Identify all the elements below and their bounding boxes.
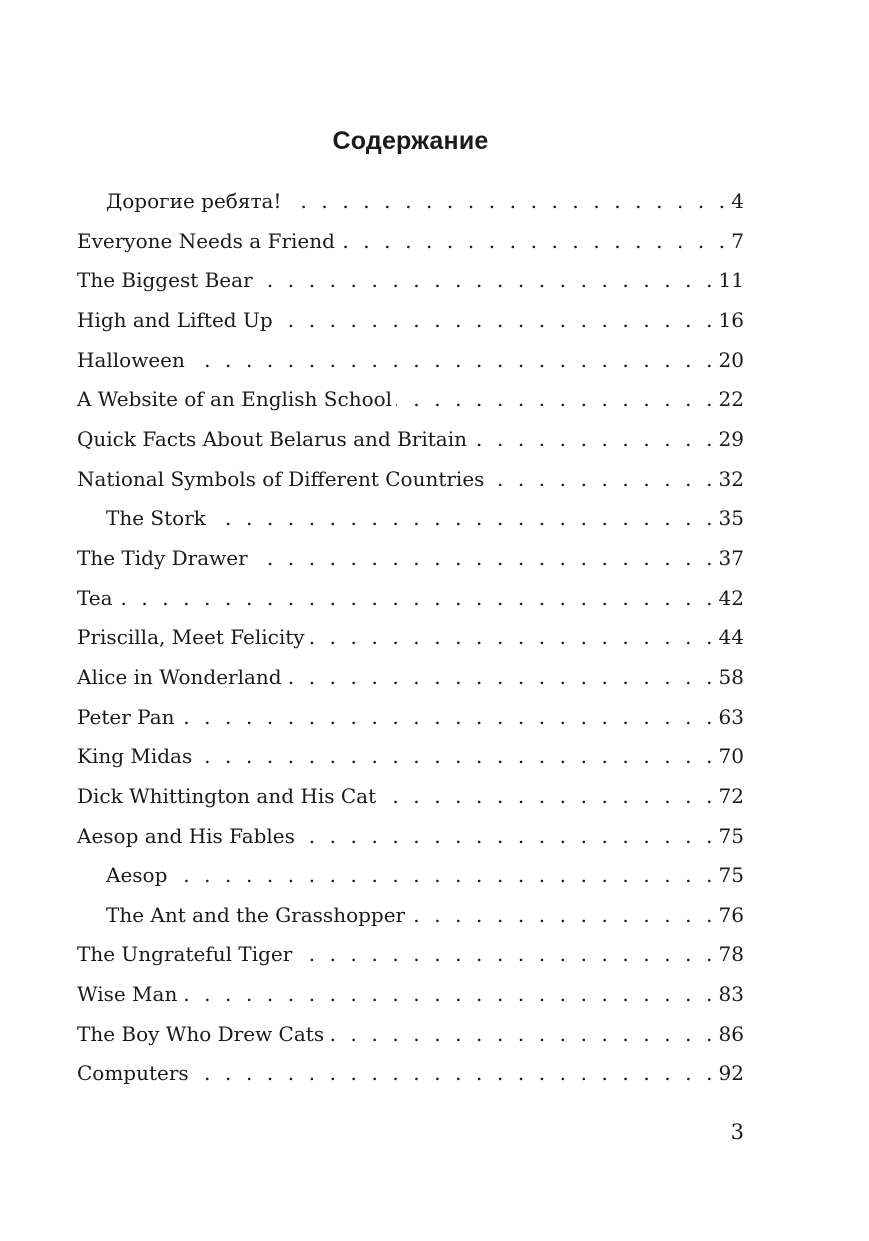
toc-entry-title: Priscilla, Meet Felicity bbox=[77, 625, 305, 650]
toc-entry-page: 44 bbox=[718, 625, 744, 650]
toc-entry-page: 4 bbox=[731, 189, 744, 213]
toc-entry-page: 35 bbox=[718, 506, 744, 531]
toc-entry-title: The Biggest Bear bbox=[77, 268, 253, 293]
toc-entry-page: 58 bbox=[718, 664, 744, 689]
dot-leader bbox=[471, 420, 717, 460]
dot-leader bbox=[409, 896, 716, 936]
dot-leader bbox=[328, 1015, 716, 1055]
toc-entry bbox=[77, 618, 744, 658]
toc-entry-page: 83 bbox=[718, 982, 744, 1007]
toc-entry-page: 29 bbox=[718, 426, 744, 451]
toc-entry-title: The Tidy Drawer bbox=[77, 545, 248, 570]
dot-leader bbox=[257, 261, 717, 301]
toc-entry-page: 37 bbox=[718, 545, 744, 570]
toc-entry-title: The Boy Who Drew Cats bbox=[77, 1021, 325, 1046]
toc-entry bbox=[77, 1015, 744, 1055]
dot-leader bbox=[380, 777, 716, 817]
toc-entry-page: 16 bbox=[718, 307, 744, 332]
toc-entry-title: National Symbols of Different Countries bbox=[77, 466, 485, 491]
toc-entry bbox=[77, 261, 744, 301]
toc-entry-title: Peter Pan bbox=[77, 704, 175, 729]
toc-entry-title: Wise Man bbox=[77, 982, 178, 1007]
toc-entry-page: 75 bbox=[718, 823, 744, 848]
toc-entry-page: 63 bbox=[718, 704, 744, 729]
toc-entry bbox=[77, 1054, 744, 1094]
toc-entry bbox=[77, 658, 744, 698]
toc-entry-title: Aesop bbox=[106, 863, 168, 888]
toc-entry-title: Дорогие ребята! bbox=[106, 189, 282, 213]
toc-entry-page: 70 bbox=[718, 744, 744, 769]
toc-entry bbox=[77, 380, 744, 420]
toc-entry bbox=[77, 975, 744, 1015]
toc-entry bbox=[77, 737, 744, 777]
toc-entry-title: King Midas bbox=[77, 744, 193, 769]
dot-leader bbox=[339, 222, 729, 262]
toc-entry-title: Computers bbox=[77, 1061, 189, 1086]
toc-entry bbox=[77, 499, 744, 539]
toc-entry-title: Dick Whittington and His Cat bbox=[77, 783, 377, 808]
toc-entry bbox=[77, 579, 744, 619]
dot-leader bbox=[488, 460, 716, 500]
toc-entry-page: 42 bbox=[718, 585, 744, 610]
toc-entry bbox=[77, 539, 744, 579]
toc-entry-page: 75 bbox=[718, 863, 744, 888]
dot-leader bbox=[171, 856, 716, 896]
dot-leader bbox=[396, 380, 716, 420]
toc-entry bbox=[77, 460, 744, 500]
dot-leader bbox=[210, 499, 717, 539]
toc-entry-page: 78 bbox=[718, 942, 744, 967]
toc-entry-title: Everyone Needs a Friend bbox=[77, 228, 335, 253]
toc-entry bbox=[77, 222, 744, 262]
dot-leader bbox=[196, 737, 716, 777]
toc-entry-title: Tea bbox=[77, 585, 113, 610]
toc-entry-title: Aesop and His Fables bbox=[77, 823, 295, 848]
toc-entry bbox=[77, 935, 744, 975]
dot-leader bbox=[193, 1054, 717, 1094]
toc-entry-page: 72 bbox=[718, 783, 744, 808]
dot-leader bbox=[277, 301, 717, 341]
dot-leader bbox=[286, 658, 717, 698]
toc-entry-page: 22 bbox=[718, 387, 744, 412]
toc-entry-page: 20 bbox=[718, 347, 744, 372]
dot-leader bbox=[285, 182, 729, 222]
toc-entry bbox=[77, 341, 744, 381]
toc-entry-title: Quick Facts About Belarus and Britain bbox=[77, 426, 467, 451]
dot-leader bbox=[309, 618, 717, 658]
toc-entry bbox=[77, 420, 744, 460]
toc-entry bbox=[77, 698, 744, 738]
toc-entry-page: 86 bbox=[718, 1021, 744, 1046]
toc-entry-page: 76 bbox=[718, 902, 744, 927]
dot-leader bbox=[117, 579, 717, 619]
toc-entry-title: The Ungrateful Tiger bbox=[77, 942, 293, 967]
toc-entry-title: Halloween bbox=[77, 347, 185, 372]
toc-entry-page: 32 bbox=[718, 466, 744, 491]
toc-entry-title: The Ant and the Grasshopper bbox=[106, 902, 406, 927]
dot-leader bbox=[296, 935, 716, 975]
toc-entry-title: A Website of an English School bbox=[77, 387, 393, 412]
toc-entry-page: 11 bbox=[718, 268, 744, 293]
toc-entry bbox=[77, 182, 744, 222]
page-number: 3 bbox=[730, 1120, 744, 1144]
table-of-contents bbox=[77, 182, 744, 1094]
toc-entry-page: 7 bbox=[731, 228, 744, 253]
dot-leader bbox=[181, 975, 716, 1015]
toc-entry bbox=[77, 777, 744, 817]
toc-entry bbox=[77, 896, 744, 936]
page-title: Содержание bbox=[332, 126, 489, 155]
dot-leader bbox=[299, 817, 717, 857]
dot-leader bbox=[252, 539, 717, 579]
toc-entry-title: Alice in Wonderland bbox=[77, 664, 282, 689]
toc-entry bbox=[77, 817, 744, 857]
toc-entry-page: 92 bbox=[718, 1061, 744, 1086]
toc-entry bbox=[77, 301, 744, 341]
toc-entry-title: The Stork bbox=[106, 506, 206, 531]
dot-leader bbox=[189, 341, 717, 381]
dot-leader bbox=[179, 698, 717, 738]
toc-entry bbox=[77, 856, 744, 896]
toc-entry-title: High and Lifted Up bbox=[77, 307, 273, 332]
